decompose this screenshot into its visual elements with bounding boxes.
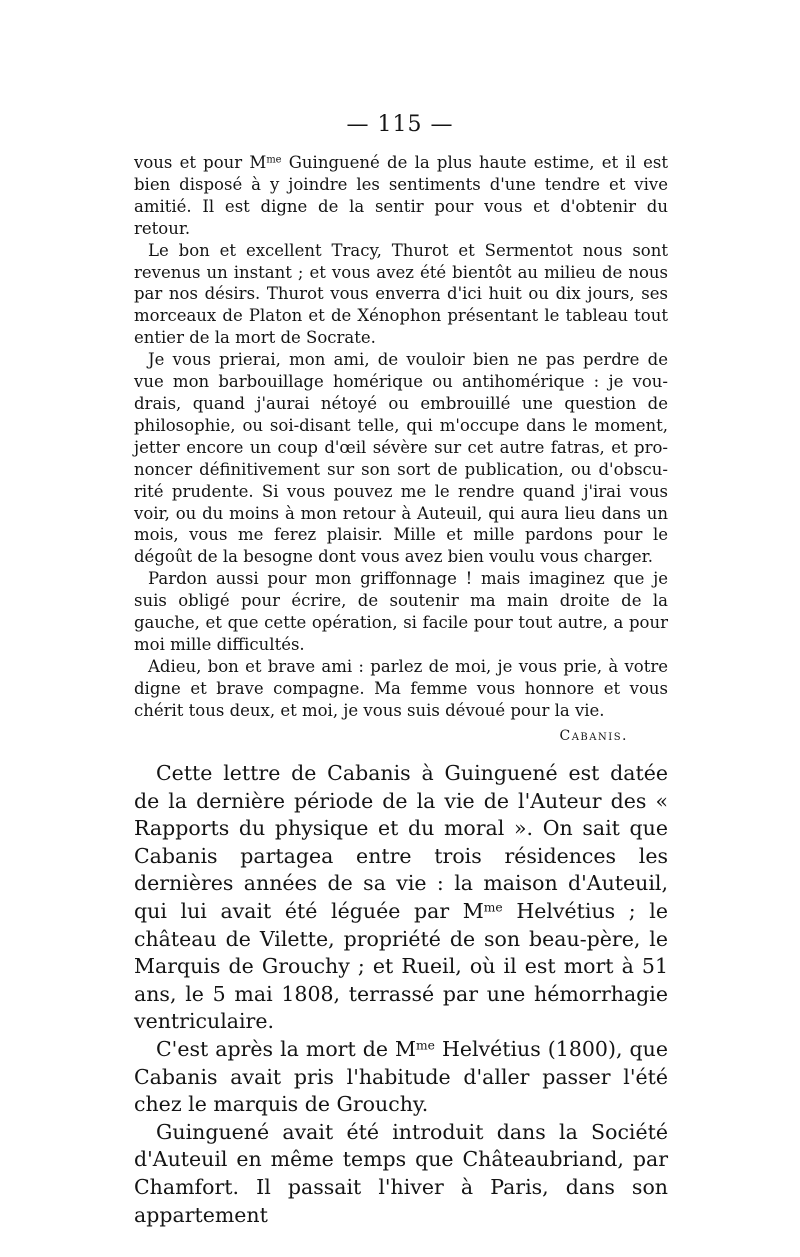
letter-paragraph — [134, 152, 668, 240]
letter-paragraph-text: Guinguené de la plus haute estime, et il est bien disposé à y joindre les sentiments d'une tendre et vive amitié. Il est digne de la sentir pour vous et d'obtenir du retour. — [134, 153, 669, 238]
commentary-paragraph-text: Helvétius (1800), que Cabanis avait pris l'habitude d'aller passer l'été chez le marquis de Grouchy. — [134, 1036, 668, 1117]
letter-paragraph: Le bon et excellent Tracy, Thurot et Sermentot nous sont revenus un instant ; et vous avez été bientôt au milieu de nous par nos désirs. Thurot vous enverra d'ici huit ou dix jours, ses morceaux de Platon et de Xénophon présentant le tableau tout entier de la mort de Socrate. — [134, 240, 668, 348]
commentary-paragraph — [134, 1036, 668, 1119]
commentary-paragraph: Guinguené avait été introduit dans la Société d'Auteuil en même temps que Châteaubriand, par Chamfort. Il passait l'hiver à Paris, dans son appartement — [134, 1119, 668, 1227]
page-number: — 115 — — [346, 112, 454, 137]
superscript-abbreviation: me — [483, 900, 503, 915]
letter-signature: Cabanis. — [559, 728, 628, 744]
letter-paragraph: Pardon aussi pour mon griffonnage ! mais imaginez que je suis obligé pour écrire, de soutenir ma main droite de la gauche, et que cette opération, si facile pour tout autre, a pour moi mille difficultés. — [134, 569, 668, 654]
letter-paragraph: Adieu, bon et brave ami : parlez de moi, je vous prie, à votre digne et brave compagne. Ma femme vous honnore et vous chérit tous deux, et moi, je vous suis dévoué pour la vie. — [134, 656, 668, 720]
commentary-paragraph-text: C'est après la mort de M — [156, 1036, 416, 1061]
letter-text — [134, 152, 668, 722]
superscript-abbreviation: me — [416, 1038, 435, 1053]
commentary-paragraph — [134, 760, 668, 1036]
letter-paragraph-text: vous et pour M — [134, 153, 267, 172]
letter-paragraph: Je vous prierai, mon ami, de vouloir bien ne pas perdre de vue mon barbouillage homérique ou antihomérique : je voudrais, quand j'aurai nétoyé ou embrouillé une question de philosophie, ou soi-disant telle, qui m'occupe dans le moment, jetter encore un coup d'œil sévère sur cet autre fatras, et prononcer définitivement sur son sort de publication, ou d'obscurité prudente. Si vous pouvez me le rendre quand j'irai vous voir, ou du moins à mon retour à Auteuil, qui aura lieu dans un mois, vous me ferez plaisir. Mille et mille pardons pour le dégoût de la besogne dont vous avez bien voulu vous charger. — [134, 350, 668, 567]
commentary-text — [134, 760, 668, 1229]
superscript-abbreviation: me — [266, 154, 282, 166]
commentary-paragraph-text: Cette lettre de Cabanis à Guinguené est datée de la dernière période de la vie de l'Auteur des « Rapports du physique et du moral ». On sait que Cabanis partagea entre trois résidences les dernières années de sa vie : la maison d'Auteuil, qui lui avait été léguée par M — [134, 761, 668, 923]
commentary-paragraph-text: Helvétius ; le château de Vilette, propriété de son beau-père, le Marquis de Grouchy ; et Rueil, où il est mort à 51 ans, le 5 mai 1808, terrassé par une hémorrhagie ventriculaire. — [134, 898, 668, 1034]
